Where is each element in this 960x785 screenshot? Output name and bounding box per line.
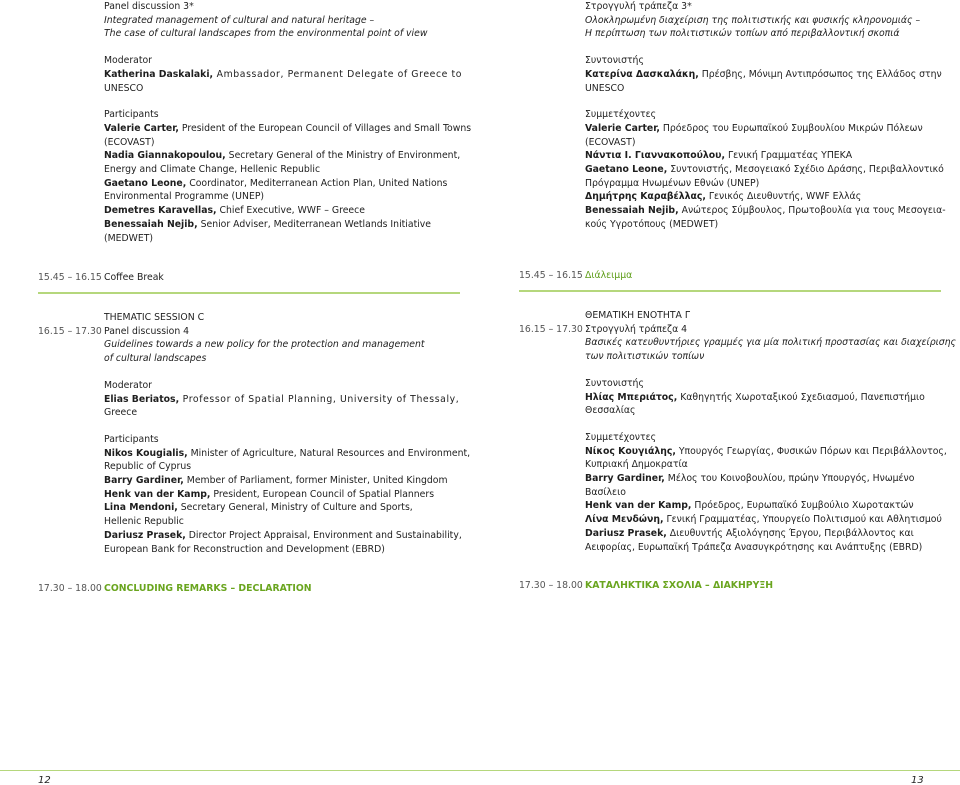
right-closing-time: 17.30 – 18.00 <box>519 580 583 591</box>
right-break-label: Διάλειμμα <box>585 270 633 281</box>
right-panel4-moderator: Ηλίας Μπεριάτος, Καθηγητής Χωροταξικού Σχεδιασμού, Πανεπιστήμιο <box>585 391 925 403</box>
left-footer-rule <box>0 770 480 771</box>
right-panel4: ΘΕΜΑΤΙΚΗ ΕΝΟΤΗΤΑ Γ Στρογγυλή τράπεζα 4 Βασικές κατευθυντήριες γραμμές για μία πολιτική προστασίας και διαχείρισης των πολιτιστικών τοπίων Συντονιστής Ηλίας Μπεριάτος, Καθηγητής Χωροταξικού Σχεδιασμού, Πανεπιστήμιο Θεσσαλίας Συμμετέχοντες Νίκος Κουγιάλης, Υπουργός Γεωργίας, Φυσικών Πόρων και Περιβάλλοντος, Κυπριακή Δημοκρατία Barry Gardiner, Μέλος του Κοινοβουλίου, πρώην Υπουργός, Ηνωμένο Βασίλειο Henk van der Kamp, Πρόεδρος, Ευρωπαϊκό Συμβούλιο Χωροτακτών Λίνα Μενδώνη, Γενική Γραμματέας, Υπουργείο Πολιτισμού και Αθλητισμού Dariusz Prasek, Διευθυντής Αξιολόγησης Έργου, Περιβάλλοντος και Αειφορίας, Ευρωπαϊκή Τράπεζα Ανασυγκρότησης και Ανάπτυξης (EBRD) <box>585 310 956 553</box>
right-panel4-participant: Barry Gardiner, Μέλος του Κοινοβουλίου, πρώην Υπουργός, Ηνωμένο <box>585 473 915 485</box>
right-page-number: 13 <box>911 775 924 785</box>
right-panel4-participant: Henk van der Kamp, Πρόεδρος, Ευρωπαϊκό Συμβούλιο Χωροτακτών <box>585 500 914 512</box>
left-panel3-moderator-label: Moderator <box>104 55 153 67</box>
right-panel3-moderator: Κατερίνα Δασκαλάκη, Πρέσβης, Μόνιμη Αντιπρόσωπος της Ελλάδος στην <box>585 68 942 80</box>
left-panel3-subtitle-2: The case of cultural landscapes from the environmental point of view <box>104 28 428 40</box>
right-panel4-participant: Νίκος Κουγιάλης, Υπουργός Γεωργίας, Φυσικών Πόρων και Περιβάλλοντος, <box>585 445 947 457</box>
right-panel3-participant: Νάντια Ι. Γιαννακοπούλου, Γενική Γραμματέας ΥΠΕΚΑ <box>585 150 853 162</box>
right-panel4-title: Στρογγυλή τράπεζα 4 <box>585 323 688 335</box>
right-panel3-subtitle-1: Ολοκληρωμένη διαχείριση της πολιτιστικής και φυσικής κληρονομιάς – <box>585 14 921 26</box>
right-panel3-subtitle-2: Η περίπτωση των πολιτιστικών τοπίων από περιβαλλοντική σκοπιά <box>585 28 900 40</box>
right-footer-rule <box>480 770 960 771</box>
right-panel4-participant: Dariusz Prasek, Διευθυντής Αξιολόγησης Έργου, Περιβάλλοντος και <box>585 527 914 539</box>
left-panel4-title: Panel discussion 4 <box>104 325 190 337</box>
left-closing-label: CONCLUDING REMARKS – DECLARATION <box>104 583 312 594</box>
left-panel3-moderator: Katherina Daskalaki, Ambassador, Permanent Delegate of Greece to <box>104 68 463 80</box>
left-break-time: 15.45 – 16.15 <box>38 272 102 283</box>
left-panel4-moderator: Elias Beriatos, Professor of Spatial Planning, University of Thessaly, <box>104 393 460 405</box>
right-panel3-participant: Gaetano Leone, Συντονιστής, Μεσογειακό Σχέδιο Δράσης, Περιβαλλοντικό <box>585 164 944 176</box>
right-panel4-time: 16.15 – 17.30 <box>519 324 583 335</box>
left-panel3-participant: Benessaiah Nejib, Senior Adviser, Mediterranean Wetlands Initiative <box>104 218 432 230</box>
left-panel4-participant: Nikos Kougialis, Minister of Agriculture, Natural Resources and Environment, <box>104 447 471 459</box>
right-panel4-moderator-label: Συντονιστής <box>585 377 644 389</box>
left-panel3-participant: Gaetano Leone, Coordinator, Mediterranean Action Plan, United Nations <box>104 177 448 189</box>
left-session-c: THEMATIC SESSION C <box>104 312 205 323</box>
right-panel3: Στρογγυλή τράπεζα 3* Ολοκληρωμένη διαχείριση της πολιτιστικής και φυσικής κληρονομιάς – Η περίπτωση των πολιτιστικών τοπίων από περιβαλλοντική σκοπιά Συντονιστής Κατερίνα Δασκαλάκη, Πρέσβης, Μόνιμη Αντιπρόσωπος της Ελλάδος στην UNESCO Συμμετέχοντες Valerie Carter, Πρόεδρος του Ευρωπαϊκού Συμβουλίου Μικρών Πόλεων (ECOVAST) Νάντια Ι. Γιαννακοπούλου, Γενική Γραμματέας ΥΠΕΚΑ Gaetano Leone, Συντονιστής, Μεσογειακό Σχέδιο Δράσης, Περιβαλλοντικό Πρόγραμμα Ηνωμένων Εθνών (UNEP) Δημήτρης Καραβέλλας, Γενικός Διευθυντής, WWF Ελλάς Benessaiah Nejib, Ανώτερος Σύμβουλος, Πρωτοβουλία για τους Μεσογεια- κούς Υγροτόπους (MEDWET) <box>585 1 946 230</box>
left-panel4-moderator-label: Moderator <box>104 379 153 391</box>
left-panel3-participant: Demetres Karavellas, Chief Executive, WWF – Greece <box>104 205 365 217</box>
right-session-c: ΘΕΜΑΤΙΚΗ ΕΝΟΤΗΤΑ Γ <box>585 310 691 321</box>
right-panel3-moderator-label: Συντονιστής <box>585 55 644 67</box>
left-panel3-participant: Valerie Carter, President of the European Council of Villages and Small Towns <box>104 122 472 134</box>
left-panel4-time: 16.15 – 17.30 <box>38 326 102 337</box>
left-panel4-participants-label: Participants <box>104 433 159 445</box>
right-panel3-participant: Benessaiah Nejib, Ανώτερος Σύμβουλος, Πρωτοβουλία για τους Μεσογεια- <box>585 205 946 217</box>
right-panel4-subtitle-1: Βασικές κατευθυντήριες γραμμές για μία πολιτική προστασίας και διαχείρισης <box>585 337 956 349</box>
right-panel3-participants-label: Συμμετέχοντες <box>585 109 657 121</box>
right-break-time: 15.45 – 16.15 <box>519 270 583 281</box>
left-panel3-participant: Nadia Giannakopoulou, Secretary General of the Ministry of Environment, <box>104 150 461 162</box>
right-panel3-participant: Valerie Carter, Πρόεδρος του Ευρωπαϊκού Συμβουλίου Μικρών Πόλεων <box>585 122 923 134</box>
right-panel4-subtitle-2: των πολιτιστικών τοπίων <box>585 351 705 363</box>
left-panel3: Panel discussion 3* Integrated management of cultural and natural heritage – The case of cultural landscapes from the environmental point of view Moderator Katherina Daskalaki, Ambassador, Permanent Delegate of Greece to UNESCO Participants Valerie Carter, President of the European Council of Villages and Small Towns (ECOVAST) Nadia Giannakopoulou, Secretary General of the Ministry of Environment, Energy and Climate Change, Hellenic Republic Gaetano Leone, Coordinator, Mediterranean Action Plan, United Nations Environmental Programme (UNEP) Demetres Karavellas, Chief Executive, WWF – Greece Benessaiah Nejib, Senior Adviser, Mediterranean Wetlands Initiative (MEDWET) <box>104 1 472 244</box>
left-panel4-participant: Dariusz Prasek, Director Project Appraisal, Environment and Sustainability, <box>104 529 462 541</box>
right-panel4-participants-label: Συμμετέχοντες <box>585 431 657 443</box>
left-panel3-title: Panel discussion 3* <box>104 1 194 12</box>
right-panel3-participant: Δημήτρης Καραβέλλας, Γενικός Διευθυντής, WWF Ελλάς <box>585 191 862 203</box>
left-panel4-subtitle-2: of cultural landscapes <box>104 353 207 365</box>
right-panel4-participant: Λίνα Μενδώνη, Γενική Γραμματέας, Υπουργείο Πολιτισμού και Αθλητισμού <box>585 514 942 526</box>
left-panel4-participant: Barry Gardiner, Member of Parliament, former Minister, United Kingdom <box>104 475 448 487</box>
right-divider <box>519 290 941 292</box>
left-panel4-participant: Lina Mendoni, Secretary General, Ministry of Culture and Sports, <box>104 502 413 514</box>
right-closing-label: ΚΑΤΑΛΗΚΤΙΚΑ ΣΧΟΛΙΑ – ΔΙΑΚΗΡΥΞΗ <box>585 580 773 591</box>
left-panel3-participants-label: Participants <box>104 109 159 121</box>
left-break-label: Coffee Break <box>104 272 164 283</box>
left-panel3-subtitle-1: Integrated management of cultural and natural heritage – <box>104 14 375 26</box>
left-panel4-participant: Henk van der Kamp, President, European Council of Spatial Planners <box>104 488 435 500</box>
left-panel4-subtitle-1: Guidelines towards a new policy for the protection and management <box>104 339 425 351</box>
left-page-number: 12 <box>38 775 51 785</box>
left-panel4: THEMATIC SESSION C Panel discussion 4 Guidelines towards a new policy for the protection and management of cultural landscapes Moderator Elias Beriatos, Professor of Spatial Planning, University of Thessaly, Greece Participants Nikos Kougialis, Minister of Agriculture, Natural Resources and Environment, Republic of Cyprus Barry Gardiner, Member of Parliament, former Minister, United Kingdom Henk van der Kamp, President, European Council of Spatial Planners Lina Mendoni, Secretary General, Ministry of Culture and Sports, Hellenic Republic Dariusz Prasek, Director Project Appraisal, Environment and Sustainability, European Bank for Reconstruction and Development (EBRD) <box>104 312 471 555</box>
left-divider <box>38 292 460 294</box>
right-panel3-title: Στρογγυλή τράπεζα 3* <box>585 1 692 12</box>
left-closing-time: 17.30 – 18.00 <box>38 583 102 594</box>
